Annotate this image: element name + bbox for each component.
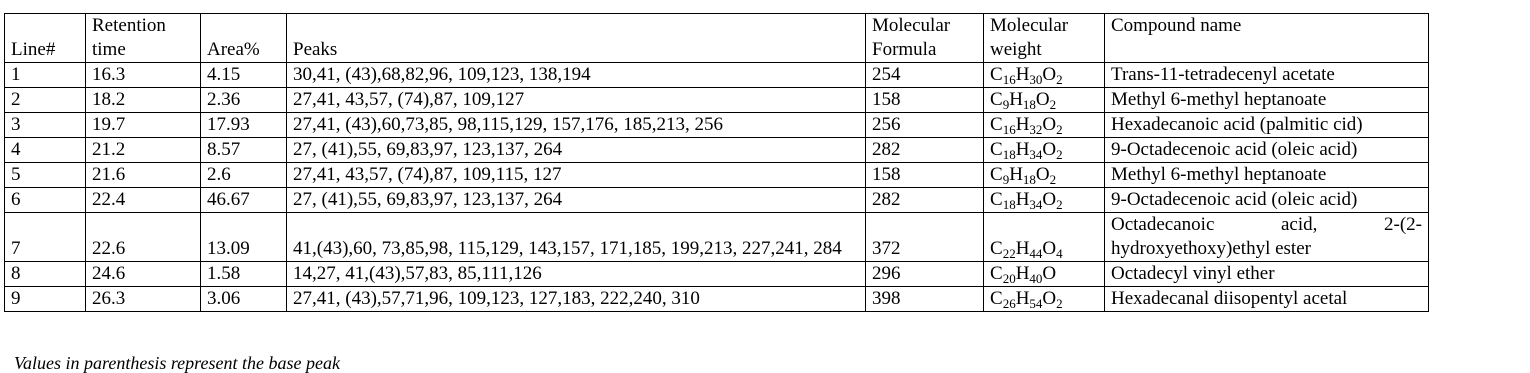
table-row [5,113,1429,138]
formula-element: O [1042,139,1057,160]
cell-area: 13.09 [201,213,287,262]
cell-formula [984,163,1105,188]
cell-formula [984,113,1105,138]
cell-area: 4.15 [201,63,287,88]
cell-area: 2.36 [201,88,287,113]
formula-subscript: 32 [1029,122,1043,137]
formula-subscript: 40 [1029,271,1043,286]
cell-line: 1 [5,63,86,88]
cell-formula [984,213,1105,262]
cell-retention-time: 18.2 [86,88,201,113]
formula-element: C [990,89,1003,110]
cell-value: 398 [866,287,984,312]
cell-retention-time: 21.6 [86,163,201,188]
table-row [5,163,1429,188]
cell-line: 4 [5,138,86,163]
formula-element: O [1042,189,1057,210]
cell-formula [984,88,1105,113]
header-molecular-formula: Molecular Formula [866,14,984,63]
cell-compound-name: 9-Octadecenoic acid (oleic acid) [1105,138,1429,163]
cell-peaks: 27,41, (43),57,71,96, 109,123, 127,183, 222,240, 310 [287,287,866,312]
cell-line: 2 [5,88,86,113]
formula-subscript: 2 [1056,197,1063,212]
cell-compound-name: Methyl 6-methyl heptanoate [1105,88,1429,113]
cell-retention-time: 24.6 [86,262,201,287]
cell-peaks: 27,41, (43),60,73,85, 98,115,129, 157,176, 185,213, 256 [287,113,866,138]
formula-subscript: 2 [1056,296,1063,311]
formula-subscript: 9 [1002,97,1010,112]
formula-element: H [1015,263,1030,284]
cell-compound-name: Methyl 6-methyl heptanoate [1105,163,1429,188]
table-row [5,213,1429,262]
formula-subscript: 22 [1002,246,1016,261]
cell-compound-name: Octadecanoic acid, 2-(2-hydroxyethoxy)ethyl ester [1105,213,1429,262]
header-area: Area% [201,14,287,63]
formula-element: C [990,263,1003,284]
cell-line: 8 [5,262,86,287]
cell-formula [984,188,1105,213]
formula-subscript: 2 [1056,72,1063,87]
formula-element: O [1035,89,1050,110]
cell-peaks: 30,41, (43),68,82,96, 109,123, 138,194 [287,63,866,88]
cell-peaks: 14,27, 41,(43),57,83, 85,111,126 [287,262,866,287]
formula-subscript: 2 [1049,97,1057,112]
cell-value: 256 [866,113,984,138]
formula-element: H [1009,89,1023,110]
table-row [5,138,1429,163]
formula-subscript: 2 [1056,147,1063,162]
cell-formula [984,138,1105,163]
cell-peaks: 27,41, 43,57, (74),87, 109,115, 127 [287,163,866,188]
cell-retention-time: 16.3 [86,63,201,88]
formula-element: H [1009,164,1023,185]
formula-subscript: 20 [1002,271,1016,286]
formula-element: H [1015,238,1030,259]
formula-element: O [1042,114,1057,135]
formula-subscript: 4 [1056,246,1063,261]
formula-subscript: 9 [1002,172,1010,187]
table-footnote: Values in parenthesis represent the base peak [14,353,340,373]
cell-retention-time: 22.6 [86,213,201,262]
cell-value: 282 [866,138,984,163]
cell-value: 296 [866,262,984,287]
cell-compound-name: Octadecyl vinyl ether [1105,262,1429,287]
formula-element: H [1015,288,1030,309]
formula-subscript: 18 [1002,147,1016,162]
formula-element: H [1015,64,1030,85]
cell-formula [984,287,1105,312]
cell-compound-name: Hexadecanal diisopentyl acetal [1105,287,1429,312]
formula-element: H [1015,189,1030,210]
cell-area: 2.6 [201,163,287,188]
formula-subscript: 34 [1029,147,1043,162]
cell-line: 9 [5,287,86,312]
header-molecular-weight: Molecular weight [984,14,1105,63]
formula-element: C [990,114,1003,135]
cell-line: 6 [5,188,86,213]
cell-peaks: 27, (41),55, 69,83,97, 123,137, 264 [287,138,866,163]
table-row [5,63,1429,88]
cell-retention-time: 19.7 [86,113,201,138]
formula-subscript: 26 [1002,296,1016,311]
cell-formula [984,262,1105,287]
cell-area: 17.93 [201,113,287,138]
cell-compound-name: Hexadecanoic acid (palmitic cid) [1105,113,1429,138]
formula-element: C [990,164,1003,185]
cell-value: 158 [866,88,984,113]
cell-value: 282 [866,188,984,213]
cell-value: 158 [866,163,984,188]
cell-peaks: 41,(43),60, 73,85,98, 115,129, 143,157, 171,185, 199,213, 227,241, 284 [287,213,866,262]
table-row [5,262,1429,287]
formula-subscript: 16 [1002,122,1016,137]
formula-element: H [1015,114,1030,135]
cell-area: 46.67 [201,188,287,213]
header-peaks: Peaks [287,14,866,63]
table-row [5,88,1429,113]
cell-formula [984,63,1105,88]
cell-compound-name: Trans-11-tetradecenyl acetate [1105,63,1429,88]
formula-subscript: 44 [1029,246,1043,261]
formula-subscript: 16 [1002,72,1016,87]
formula-subscript: 54 [1029,296,1043,311]
formula-element: O [1042,288,1057,309]
formula-subscript: 18 [1002,197,1016,212]
formula-element: C [990,189,1003,210]
formula-subscript: 18 [1022,172,1036,187]
cell-retention-time: 22.4 [86,188,201,213]
header-row [5,14,1429,63]
header-line: Line# [5,14,86,63]
formula-subscript: 18 [1022,97,1036,112]
formula-subscript: 2 [1049,172,1057,187]
cell-value: 254 [866,63,984,88]
cell-peaks: 27,41, 43,57, (74),87, 109,127 [287,88,866,113]
cell-retention-time: 21.2 [86,138,201,163]
formula-element: H [1015,139,1030,160]
formula-element: O [1042,64,1057,85]
cell-line: 5 [5,163,86,188]
formula-subscript: 30 [1029,72,1043,87]
cell-compound-name: 9-Octadecenoic acid (oleic acid) [1105,188,1429,213]
formula-subscript: 2 [1056,122,1063,137]
compound-table [4,13,1429,312]
cell-line: 3 [5,113,86,138]
table-row [5,188,1429,213]
formula-element: C [990,288,1003,309]
formula-subscript: 34 [1029,197,1043,212]
table-row [5,287,1429,312]
header-compound-name: Compound name [1105,14,1429,63]
formula-element: O [1042,238,1057,259]
cell-peaks: 27, (41),55, 69,83,97, 123,137, 264 [287,188,866,213]
formula-element: O [1035,164,1050,185]
formula-element: O [1042,263,1057,284]
cell-area: 8.57 [201,138,287,163]
formula-element: C [990,139,1003,160]
header-retention-time: Retention time [86,14,201,63]
formula-element: C [990,238,1003,259]
cell-value: 372 [866,213,984,262]
formula-element: C [990,64,1003,85]
cell-line: 7 [5,213,86,262]
cell-area: 3.06 [201,287,287,312]
cell-retention-time: 26.3 [86,287,201,312]
cell-area: 1.58 [201,262,287,287]
